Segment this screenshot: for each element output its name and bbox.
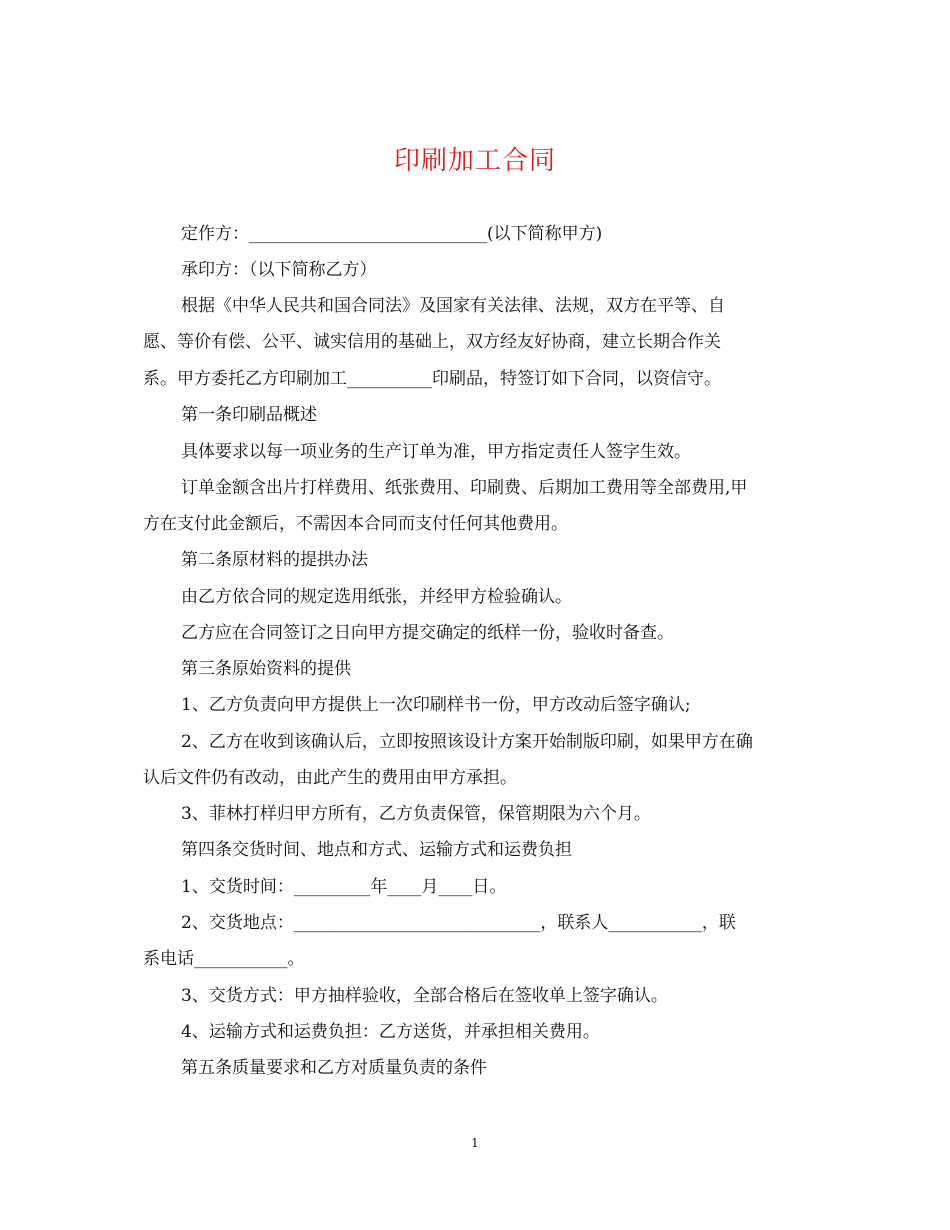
article-3-item-2-line-2: 认后文件仍有改动，由此产生的费用由甲方承担。 [143,768,517,788]
article-3-item-2-line-1: 2、乙方在收到该确认后，立即按照该设计方案开始制版印刷，如果甲方在确 [181,732,753,752]
article-4-item-2-line-2: 系电话___________。 [143,949,305,969]
article-5-heading: 第五条质量要求和乙方对质量负责的条件 [181,1058,487,1078]
preamble-line-2: 愿、等价有偿、公平、诚实信用的基础上，双方经友好协商，建立长期合作关 [143,332,721,352]
article-4-item-1: 1、交货时间：_________年____月____日。 [181,877,507,897]
preamble-line-3: 系。甲方委托乙方印刷加工__________印刷品，特签订如下合同，以资信守。 [143,369,721,389]
article-1-heading: 第一条印刷品概述 [181,405,317,425]
article-4-item-4: 4、运输方式和运费负担：乙方送货，并承担相关费用。 [181,1022,600,1042]
article-3-heading: 第三条原始资料的提供 [181,659,351,679]
article-3-item-1: 1、乙方负责向甲方提供上一次印刷样书一份，甲方改动后签字确认; [181,695,691,715]
party-a-line: 定作方：____________________________(以下简称甲方) [181,224,603,244]
article-4-heading: 第四条交货时间、地点和方式、运输方式和运费负担 [181,840,572,860]
page-number: 1 [471,1136,479,1150]
article-1-paragraph-2-line-2: 方在支付此金额后，不需因本合同而支付任何其他费用。 [143,514,568,534]
article-1-paragraph-1: 具体要求以每一项业务的生产订单为准，甲方指定责任人签字生效。 [181,442,691,462]
document-title: 印刷加工合同 [393,146,556,176]
article-2-paragraph-2: 乙方应在合同签订之日向甲方提交确定的纸样一份，验收时备查。 [181,623,674,643]
article-1-paragraph-2-line-1: 订单金额含出片打样费用、纸张费用、印刷费、后期加工费用等全部费用,甲 [181,478,748,498]
article-4-item-3: 3、交货方式：甲方抽样验收，全部合格后在签收单上签字确认。 [181,986,668,1006]
article-4-item-2-line-1: 2、交货地点：_____________________________，联系人___________，联 [181,913,736,933]
article-3-item-3: 3、菲林打样归甲方所有，乙方负责保管，保管期限为六个月。 [181,804,651,824]
preamble-line-1: 根据《中华人民共和国合同法》及国家有关法律、法规，双方在平等、自 [181,296,725,316]
party-b-line: 承印方：（以下简称乙方） [181,260,377,280]
article-2-paragraph-1: 由乙方依合同的规定选用纸张，并经甲方检验确认。 [181,587,572,607]
article-2-heading: 第二条原材料的提拱办法 [181,550,368,570]
